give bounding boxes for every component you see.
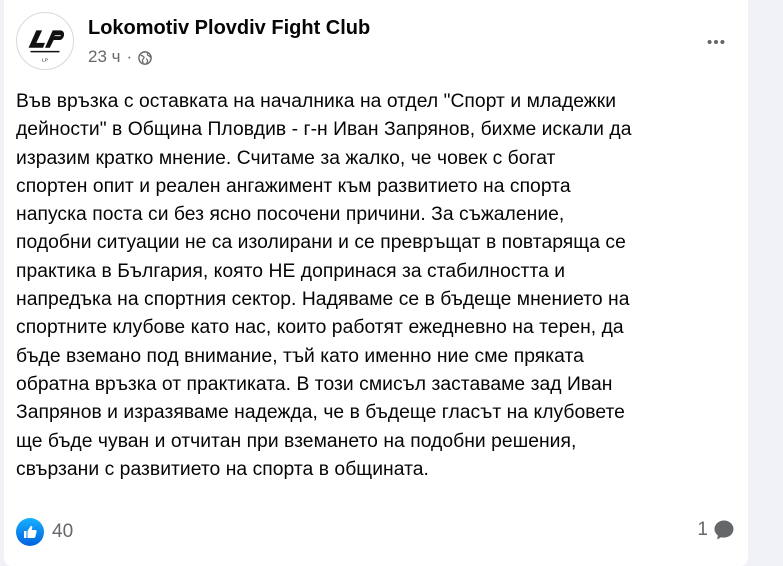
- page-name-link[interactable]: Lokomotiv Plovdiv Fight Club: [88, 17, 371, 39]
- page-avatar[interactable]: [16, 12, 74, 70]
- comment-icon: [712, 518, 736, 542]
- reactions-summary[interactable]: [16, 518, 73, 546]
- post-footer: [16, 518, 736, 546]
- post-header: [16, 12, 736, 72]
- like-icon: [16, 518, 44, 546]
- more-options-button[interactable]: [698, 24, 734, 60]
- post-body-text: Във връзка с оставката на началника на отдел "Спорт и младежки дейности" в Община Пловдив - г-н Иван Запрянов, бихме искали да изразим кратко мнение. Считаме за жалко, че човек с богат спортен опит и реален ангажимент към развитието на спорта напуска поста си без ясно посочени причини. За съжаление, подобни ситуации не са изолирани и се превръщат в повтаряща се практика в България, която НЕ допринася за стабилността и напредъка на спортния сектор. Надяваме се в бъдеще мнението на спортните клубове като нас, които работят ежедневно на терен, да бъде вземано под внимание, тъй като именно ние сме пряката обратна връзка от практиката. В този смисъл заставаме зад Иван Запрянов и изразяваме надежда, че в бъдеще гласът на клубовете ще бъде чуван и отчитан при вземането на подобни решения, свързани с развитието на спорта в общината.: [16, 91, 632, 480]
- comments-summary[interactable]: [697, 518, 736, 542]
- lp-logo-icon: [17, 13, 73, 69]
- more-dots-icon: [705, 31, 727, 53]
- post-meta: [88, 47, 152, 67]
- post-card: [4, 0, 748, 566]
- reaction-count: 40: [52, 521, 74, 542]
- meta-separator: ·: [126, 47, 133, 66]
- avatar-text: LP: [42, 58, 48, 64]
- comment-count: 1: [697, 519, 708, 540]
- post-timestamp[interactable]: 23 ч: [88, 47, 121, 66]
- globe-icon[interactable]: [138, 50, 152, 64]
